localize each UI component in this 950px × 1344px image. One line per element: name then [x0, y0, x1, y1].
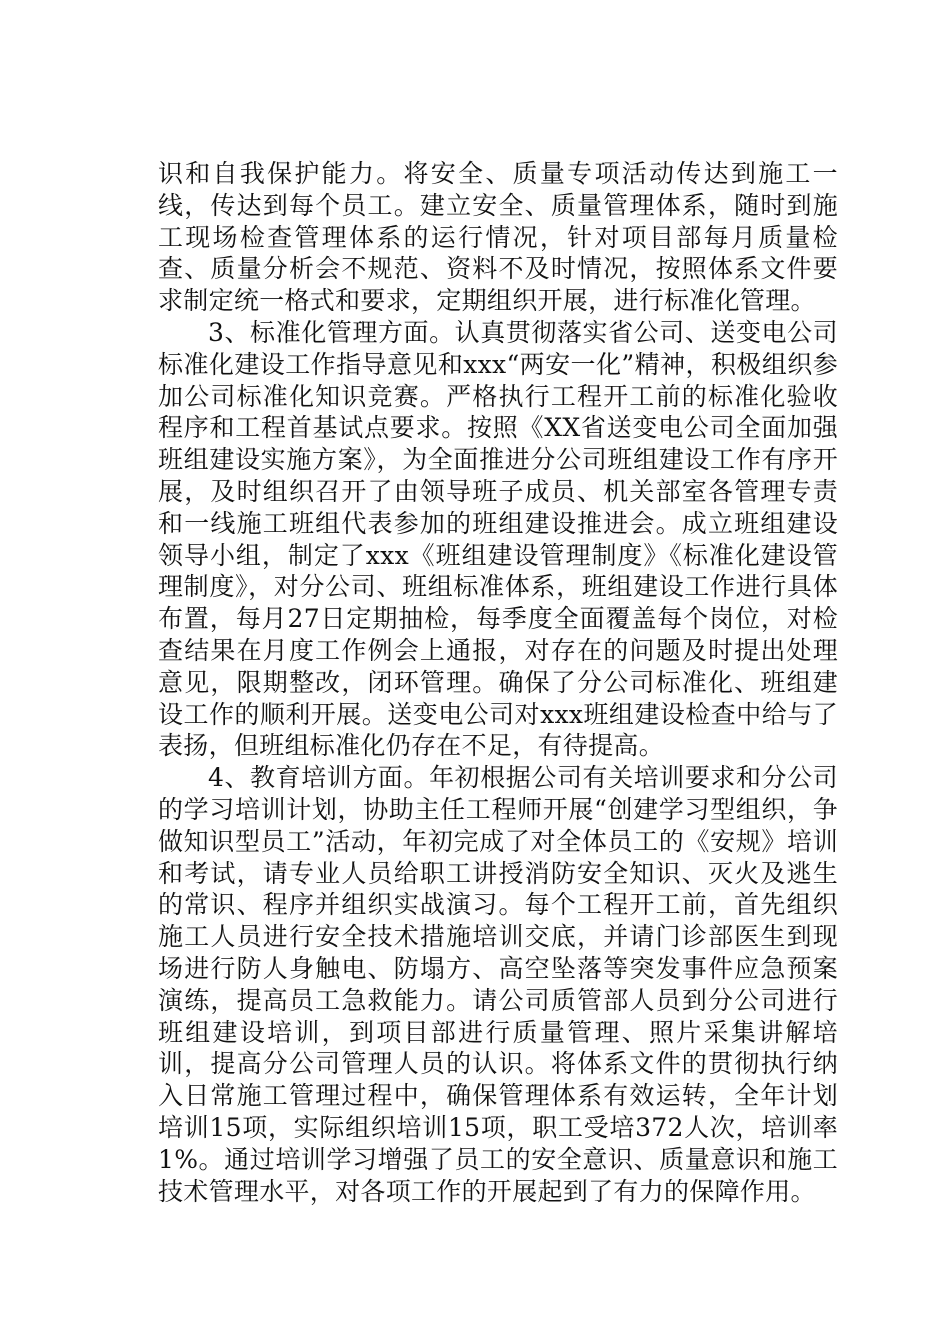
paragraph-section-4: 4、教育培训方面。年初根据公司有关培训要求和分公司的学习培训计划，协助主任工程师开展“创建学习型组织，争做知识型员工”活动，年初完成了对全体员工的《安规》培训和考试，请专业人员给职工讲授消防安全知识、灭火及逃生的常识、程序并组织实战演习。每个工程开工前，首先组织施工人员进行安全技术措施培训交底，并请门诊部医生到现场进行防人身触电、防塌方、高空坠落等突发事件应急预案演练，提高员工急救能力。请公司质管部人员到分公司进行班组建设培训，到项目部进行质量管理、照片采集讲解培训，提高分公司管理人员的认识。将体系文件的贯彻执行纳入日常施工管理过程中，确保管理体系有效运转，全年计划培训15项，实际组织培训15项，职工受培372人次，培训率1%。通过培训学习增强了员工的安全意识、质量意识和施工技术管理水平，对各项工作的开展起到了有力的保障作用。: [158, 763, 838, 1206]
paragraph-continuation: 识和自我保护能力。将安全、质量专项活动传达到施工一线，传达到每个员工。建立安全、质量管理体系，随时到施工现场检查管理体系的运行情况，针对项目部每月质量检查、质量分析会不规范、资料不及时情况，按照体系文件要求制定统一格式和要求，定期组织开展，进行标准化管理。: [158, 159, 838, 316]
document-body: [158, 158, 838, 1207]
paragraph-section-3: 3、标准化管理方面。认真贯彻落实省公司、送变电公司标准化建设工作指导意见和xxx“两安一化”精神，积极组织参加公司标准化知识竞赛。严格执行工程开工前的标准化验收程序和工程首基试点要求。按照《XX省送变电公司全面加强班组建设实施方案》，为全面推进分公司班组建设工作有序开展，及时组织召开了由领导班子成员、机关部室各管理专责和一线施工班组代表参加的班组建设推进会。成立班组建设领导小组，制定了xxx《班组建设管理制度》《标准化建设管理制度》，对分公司、班组标准体系，班组建设工作进行具体布置，每月27日定期抽检，每季度全面覆盖每个岗位，对检查结果在月度工作例会上通报，对存在的问题及时提出处理意见，限期整改，闭环管理。确保了分公司标准化、班组建设工作的顺利开展。送变电公司对xxx班组建设检查中给与了表扬，但班组标准化仍存在不足，有待提高。: [158, 317, 838, 761]
